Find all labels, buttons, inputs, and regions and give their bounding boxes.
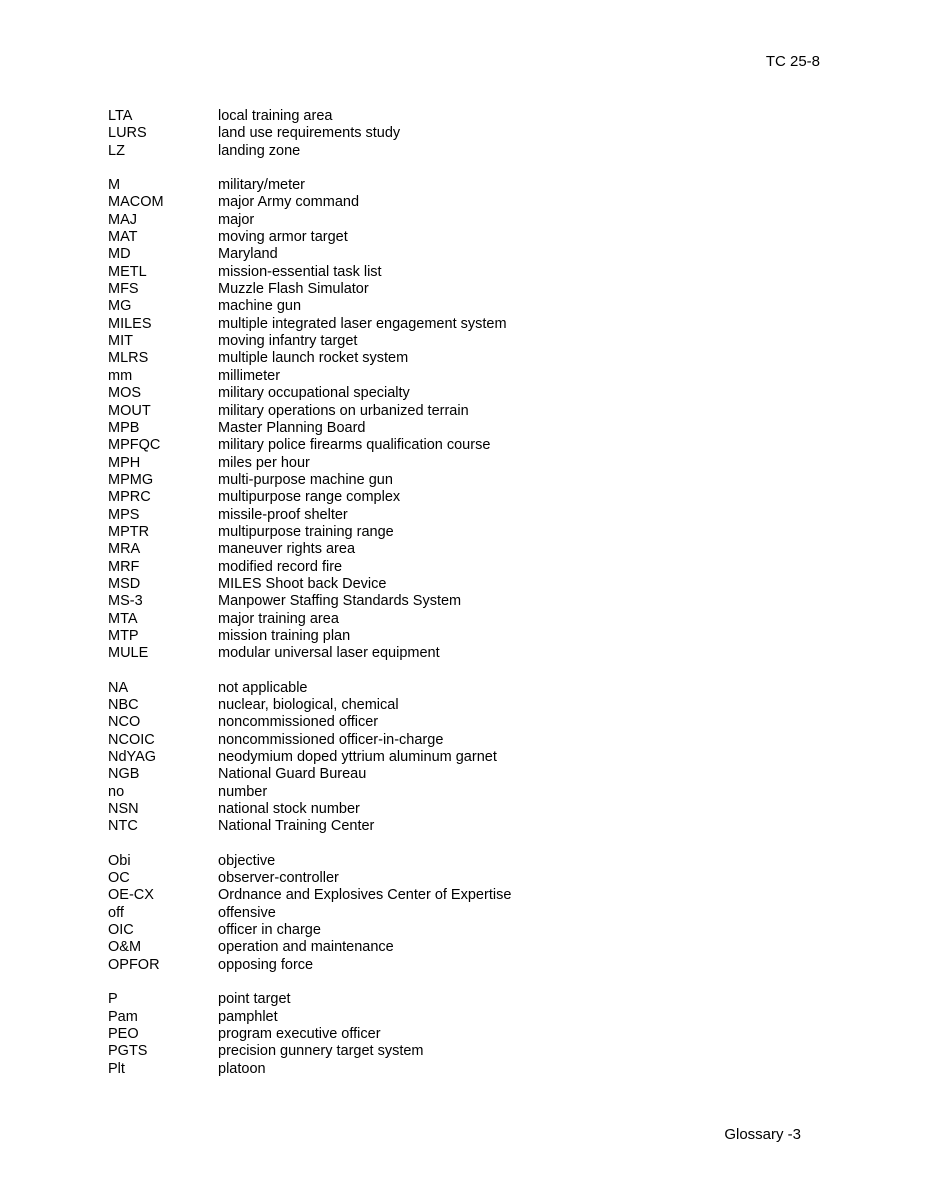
glossary-definition: nuclear, biological, chemical bbox=[218, 697, 399, 713]
glossary-entry bbox=[108, 784, 708, 801]
glossary-definition: military operations on urbanized terrain bbox=[218, 402, 469, 419]
glossary-abbreviation: MPH bbox=[108, 454, 141, 471]
glossary-definition: offensive bbox=[218, 904, 276, 921]
glossary-abbreviation: MTP bbox=[108, 627, 139, 644]
glossary-abbreviation: MRF bbox=[108, 558, 140, 575]
glossary-entry bbox=[108, 870, 708, 887]
glossary-abbreviation: LZ bbox=[108, 142, 125, 159]
glossary-abbreviation: Obi bbox=[108, 852, 131, 869]
glossary-definition: neodymium doped yttrium aluminum garnet bbox=[218, 749, 497, 766]
glossary-abbreviation: MPMG bbox=[108, 471, 154, 488]
glossary-abbreviation: OIC bbox=[108, 922, 134, 939]
glossary-entry bbox=[108, 489, 708, 506]
glossary-entry bbox=[108, 246, 708, 263]
glossary-definition: MILES Shoot back Device bbox=[218, 575, 387, 592]
glossary-abbreviation: MSD bbox=[108, 575, 141, 592]
glossary-entry bbox=[108, 576, 708, 593]
glossary-entry bbox=[108, 1009, 708, 1026]
glossary-abbreviation: MULE bbox=[108, 645, 149, 662]
glossary-abbreviation: MLRS bbox=[108, 350, 149, 367]
glossary-definition: machine gun bbox=[218, 298, 302, 315]
glossary-definition: major Army command bbox=[218, 194, 360, 211]
glossary-definition: military occupational specialty bbox=[218, 385, 410, 402]
glossary-definition: missile-proof shelter bbox=[218, 506, 348, 523]
glossary-entry bbox=[108, 212, 708, 229]
glossary-entry bbox=[108, 264, 708, 281]
glossary-abbreviation: MPRC bbox=[108, 489, 151, 506]
glossary-definition: noncommissioned officer bbox=[218, 714, 379, 731]
glossary-entry bbox=[108, 194, 708, 211]
glossary-abbreviation: MPTR bbox=[108, 523, 150, 540]
glossary-definition: Ordnance and Explosives Center of Expertise bbox=[218, 887, 512, 904]
glossary-definition: multipurpose range complex bbox=[218, 489, 401, 506]
glossary-abbreviation: MFS bbox=[108, 281, 139, 298]
glossary-entry bbox=[108, 1043, 708, 1060]
glossary-entry bbox=[108, 420, 708, 437]
glossary-abbreviation: O&M bbox=[108, 939, 142, 956]
glossary-definition: objective bbox=[218, 852, 276, 869]
glossary-entry bbox=[108, 697, 708, 714]
glossary-definition: landing zone bbox=[218, 142, 301, 159]
glossary-definition: national stock number bbox=[218, 801, 360, 818]
glossary-definition: National Guard Bureau bbox=[218, 766, 367, 783]
glossary-definition: operation and maintenance bbox=[218, 939, 394, 956]
glossary-definition: multiple launch rocket system bbox=[218, 350, 409, 367]
glossary-entry bbox=[108, 714, 708, 731]
glossary-definition: major bbox=[218, 211, 255, 228]
glossary-abbreviation: MAJ bbox=[108, 211, 137, 228]
glossary-entry bbox=[108, 177, 708, 194]
glossary-entry bbox=[108, 991, 708, 1008]
glossary-abbreviation: MACOM bbox=[108, 194, 164, 211]
glossary-definition: precision gunnery target system bbox=[218, 1043, 424, 1060]
glossary-entry bbox=[108, 125, 708, 142]
glossary-entry bbox=[108, 593, 708, 610]
glossary-abbreviation: NSN bbox=[108, 801, 139, 818]
glossary-abbreviation: NCOIC bbox=[108, 731, 155, 748]
glossary-abbreviation: LURS bbox=[108, 125, 147, 142]
glossary-list bbox=[108, 108, 708, 1095]
glossary-abbreviation: MOUT bbox=[108, 402, 151, 419]
glossary-definition: mission-essential task list bbox=[218, 263, 382, 280]
glossary-group bbox=[108, 991, 708, 1078]
glossary-entry bbox=[108, 281, 708, 298]
glossary-abbreviation: Plt bbox=[108, 1060, 125, 1077]
glossary-definition: land use requirements study bbox=[218, 125, 401, 142]
glossary-definition: noncommissioned officer-in-charge bbox=[218, 731, 444, 748]
glossary-abbreviation: MD bbox=[108, 246, 131, 263]
glossary-definition: moving infantry target bbox=[218, 333, 358, 350]
glossary-entry bbox=[108, 350, 708, 367]
glossary-entry bbox=[108, 1026, 708, 1043]
glossary-entry bbox=[108, 732, 708, 749]
glossary-definition: mission training plan bbox=[218, 627, 351, 644]
glossary-entry bbox=[108, 298, 708, 315]
glossary-abbreviation: METL bbox=[108, 263, 147, 280]
glossary-definition: officer in charge bbox=[218, 922, 321, 939]
glossary-abbreviation: PGTS bbox=[108, 1043, 148, 1060]
glossary-entry bbox=[108, 922, 708, 939]
glossary-entry bbox=[108, 403, 708, 420]
glossary-entry bbox=[108, 316, 708, 333]
glossary-entry bbox=[108, 628, 708, 645]
glossary-definition: Manpower Staffing Standards System bbox=[218, 593, 462, 610]
glossary-abbreviation: Pam bbox=[108, 1008, 138, 1025]
page-number: Glossary -3 bbox=[724, 1126, 801, 1143]
glossary-abbreviation: M bbox=[108, 177, 121, 194]
glossary-abbreviation: NBC bbox=[108, 697, 139, 713]
glossary-definition: program executive officer bbox=[218, 1025, 381, 1042]
glossary-definition: military/meter bbox=[218, 177, 306, 194]
glossary-entry bbox=[108, 143, 708, 160]
glossary-entry bbox=[108, 939, 708, 956]
glossary-entry bbox=[108, 229, 708, 246]
glossary-abbreviation: P bbox=[108, 991, 118, 1008]
glossary-definition: pamphlet bbox=[218, 1008, 278, 1025]
glossary-definition: observer-controller bbox=[218, 870, 339, 887]
glossary-entry bbox=[108, 853, 708, 870]
glossary-abbreviation: NdYAG bbox=[108, 749, 157, 766]
glossary-abbreviation: no bbox=[108, 783, 125, 800]
glossary-entry bbox=[108, 472, 708, 489]
glossary-entry bbox=[108, 368, 708, 385]
glossary-definition: opposing force bbox=[218, 956, 314, 973]
glossary-entry bbox=[108, 680, 708, 697]
glossary-definition: maneuver rights area bbox=[218, 541, 356, 558]
glossary-definition: millimeter bbox=[218, 367, 281, 384]
glossary-abbreviation: off bbox=[108, 904, 124, 921]
glossary-abbreviation: MPB bbox=[108, 419, 140, 436]
document-code: TC 25-8 bbox=[765, 53, 820, 70]
glossary-definition: military police firearms qualification course bbox=[218, 437, 491, 454]
glossary-entry bbox=[108, 957, 708, 974]
glossary-abbreviation: NTC bbox=[108, 818, 138, 835]
glossary-abbreviation: MRA bbox=[108, 541, 141, 558]
glossary-definition: modular universal laser equipment bbox=[218, 645, 440, 662]
glossary-entry bbox=[108, 905, 708, 922]
glossary-entry bbox=[108, 524, 708, 541]
glossary-abbreviation: LTA bbox=[108, 108, 133, 124]
glossary-entry bbox=[108, 559, 708, 576]
glossary-definition: point target bbox=[218, 991, 291, 1008]
glossary-entry bbox=[108, 749, 708, 766]
glossary-definition: Muzzle Flash Simulator bbox=[218, 281, 369, 298]
glossary-abbreviation: OC bbox=[108, 870, 130, 887]
glossary-entry bbox=[108, 333, 708, 350]
glossary-abbreviation: OPFOR bbox=[108, 956, 160, 973]
glossary-entry bbox=[108, 645, 708, 662]
glossary-abbreviation: MPS bbox=[108, 506, 140, 523]
glossary-definition: National Training Center bbox=[218, 818, 375, 835]
glossary-entry bbox=[108, 507, 708, 524]
glossary-abbreviation: OE-CX bbox=[108, 887, 154, 904]
glossary-abbreviation: MIT bbox=[108, 333, 133, 350]
glossary-entry bbox=[108, 801, 708, 818]
glossary-abbreviation: mm bbox=[108, 367, 133, 384]
glossary-abbreviation: MAT bbox=[108, 229, 138, 246]
glossary-definition: number bbox=[218, 783, 268, 800]
glossary-entry bbox=[108, 1061, 708, 1078]
glossary-definition: multipurpose training range bbox=[218, 523, 394, 540]
glossary-definition: multiple integrated laser engagement system bbox=[218, 315, 507, 332]
glossary-entry bbox=[108, 108, 708, 125]
glossary-entry bbox=[108, 818, 708, 835]
glossary-abbreviation: MG bbox=[108, 298, 132, 315]
glossary-entry bbox=[108, 611, 708, 628]
glossary-entry bbox=[108, 455, 708, 472]
glossary-abbreviation: MS-3 bbox=[108, 593, 143, 610]
glossary-entry bbox=[108, 887, 708, 904]
glossary-abbreviation: MILES bbox=[108, 315, 152, 332]
glossary-abbreviation: MTA bbox=[108, 610, 138, 627]
glossary-definition: modified record fire bbox=[218, 558, 343, 575]
glossary-definition: moving armor target bbox=[218, 229, 348, 246]
glossary-entry bbox=[108, 437, 708, 454]
glossary-entry bbox=[108, 385, 708, 402]
glossary-abbreviation: MPFQC bbox=[108, 437, 161, 454]
glossary-definition: not applicable bbox=[218, 679, 308, 696]
glossary-abbreviation: NGB bbox=[108, 766, 140, 783]
glossary-definition: miles per hour bbox=[218, 454, 310, 471]
glossary-definition: major training area bbox=[218, 610, 339, 627]
glossary-abbreviation: NA bbox=[108, 679, 129, 696]
glossary-definition: multi-purpose machine gun bbox=[218, 471, 393, 488]
glossary-definition: platoon bbox=[218, 1060, 266, 1077]
glossary-group bbox=[108, 680, 708, 836]
glossary-group bbox=[108, 853, 708, 974]
glossary-entry bbox=[108, 541, 708, 558]
glossary-abbreviation: PEO bbox=[108, 1025, 139, 1042]
glossary-abbreviation: MOS bbox=[108, 385, 142, 402]
glossary-definition: Maryland bbox=[218, 246, 278, 263]
glossary-abbreviation: NCO bbox=[108, 714, 141, 731]
glossary-definition: Master Planning Board bbox=[218, 419, 366, 436]
glossary-group bbox=[108, 108, 708, 160]
glossary-entry bbox=[108, 766, 708, 783]
glossary-group bbox=[108, 177, 708, 663]
glossary-definition: local training area bbox=[218, 108, 333, 124]
